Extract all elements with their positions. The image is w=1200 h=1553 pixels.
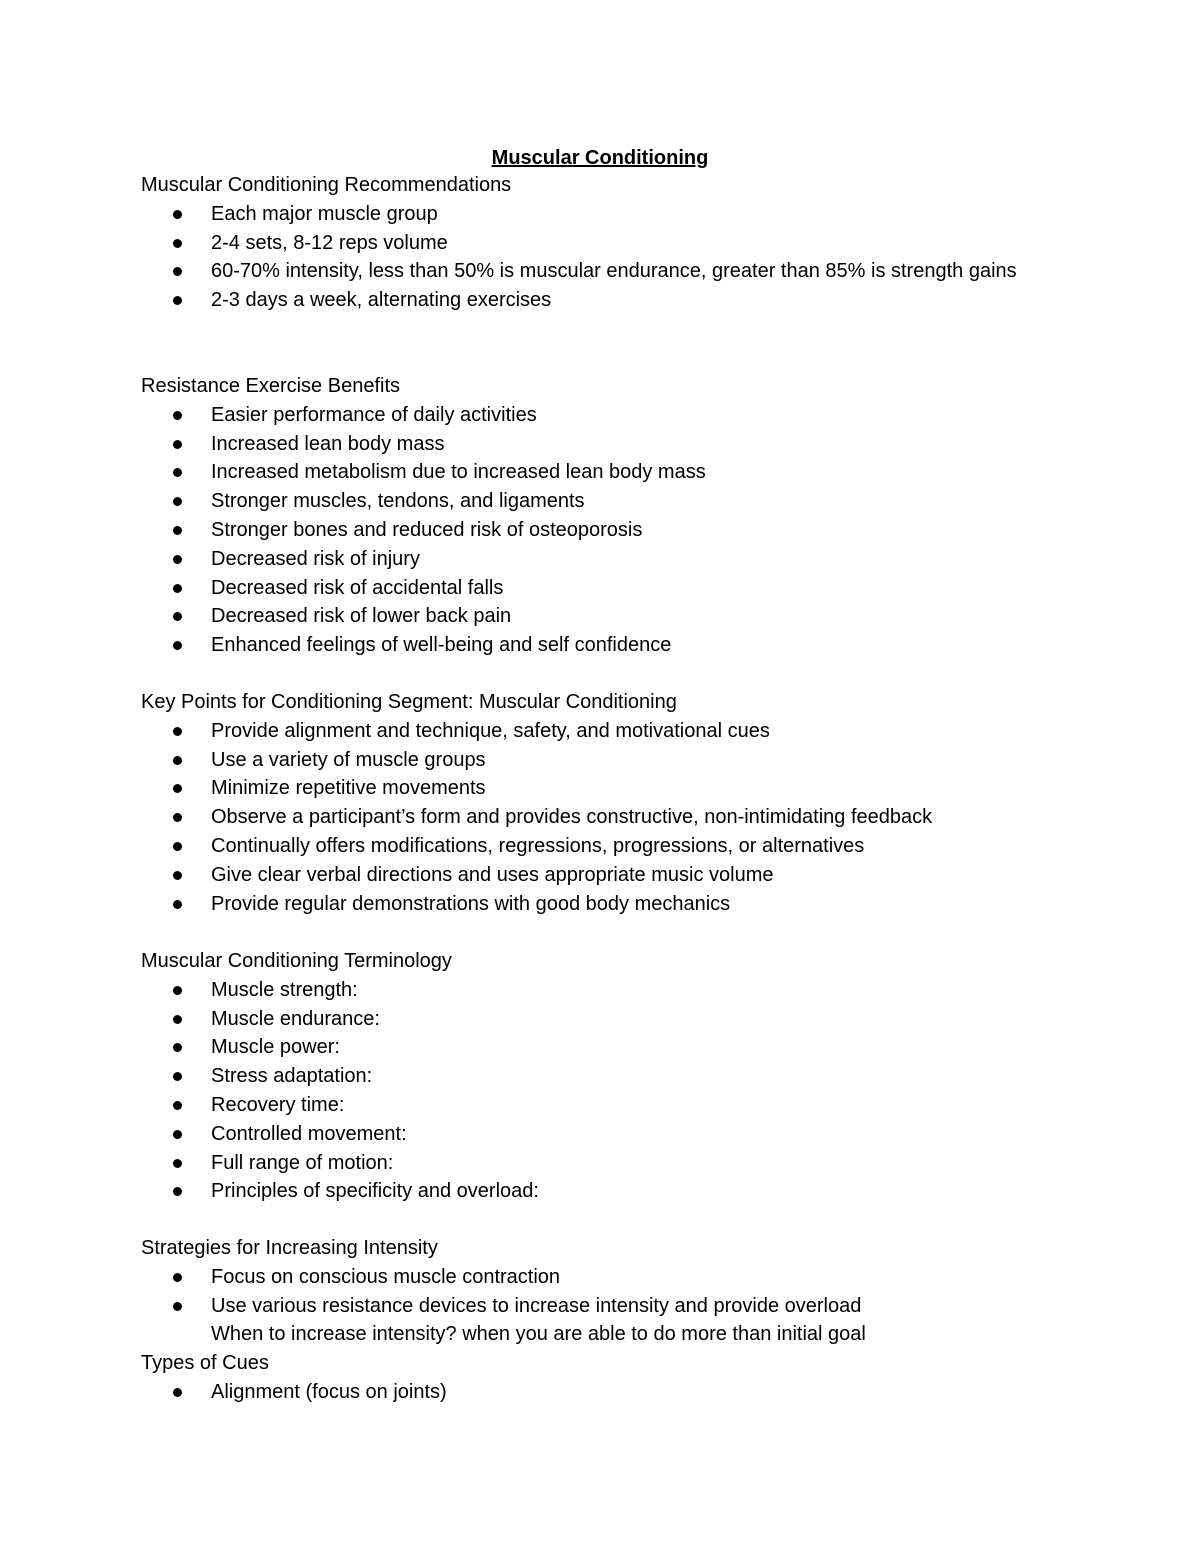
list-item-text: Full range of motion:	[211, 1151, 394, 1174]
section-recommendations	[141, 171, 1041, 315]
bullet-icon	[173, 440, 182, 449]
list-item-text: Muscle endurance:	[211, 1007, 380, 1030]
list-item	[141, 574, 1021, 603]
bullet-icon	[173, 1043, 182, 1052]
list-item	[141, 200, 1021, 229]
list-item	[141, 602, 1021, 631]
bullet-icon	[173, 1273, 182, 1282]
bullet-list	[141, 401, 1041, 660]
list-item-text: Recovery time:	[211, 1093, 345, 1116]
bullet-icon	[173, 497, 182, 506]
bullet-icon	[173, 612, 182, 621]
list-item-text: 60-70% intensity, less than 50% is muscular endurance, greater than 85% is strength gains	[211, 260, 1017, 283]
section-heading: Muscular Conditioning Terminology	[141, 950, 452, 972]
list-item	[141, 717, 1021, 746]
list-item-text: Stronger bones and reduced risk of osteoporosis	[211, 518, 643, 541]
list-item	[141, 1378, 1021, 1407]
bullet-icon	[173, 1101, 182, 1110]
list-item	[141, 803, 1021, 832]
bullet-icon	[173, 1388, 182, 1397]
bullet-icon	[173, 986, 182, 995]
bullet-icon	[173, 727, 182, 736]
list-item	[141, 286, 1021, 315]
list-item-text: Decreased risk of injury	[211, 547, 420, 570]
list-item-text: Each major muscle group	[211, 202, 438, 225]
list-item	[141, 516, 1021, 545]
list-item	[141, 746, 1021, 775]
list-item	[141, 545, 1021, 574]
list-item-text: Principles of specificity and overload:	[211, 1180, 539, 1203]
bullet-icon	[173, 411, 182, 420]
list-item	[141, 257, 1021, 286]
bullet-icon	[173, 210, 182, 219]
section-heading: Types of Cues	[141, 1352, 269, 1374]
section-heading: Resistance Exercise Benefits	[141, 375, 401, 397]
list-item	[141, 1120, 1021, 1149]
section-heading: Strategies for Increasing Intensity	[141, 1237, 438, 1259]
bullet-icon	[173, 468, 182, 477]
bullet-icon	[173, 1187, 182, 1196]
bullet-icon	[173, 842, 182, 851]
list-item-text: Enhanced feelings of well-being and self confidence	[211, 634, 672, 657]
list-item-text: 2-4 sets, 8-12 reps volume	[211, 231, 448, 254]
section-heading: Key Points for Conditioning Segment: Muscular Conditioning	[141, 691, 677, 713]
section-benefits	[141, 372, 1041, 660]
list-item-text: Stronger muscles, tendons, and ligaments	[211, 490, 585, 513]
bullet-icon	[173, 1302, 182, 1311]
list-item	[141, 430, 1021, 459]
section-terminology	[141, 947, 1041, 1206]
list-item	[141, 1149, 1021, 1178]
bullet-icon	[173, 756, 182, 765]
bullet-list	[141, 1263, 1041, 1321]
bullet-list	[141, 1378, 1041, 1407]
section-heading: Muscular Conditioning Recommendations	[141, 174, 512, 196]
list-item-text: 2-3 days a week, alternating exercises	[211, 289, 552, 312]
list-item	[141, 1005, 1021, 1034]
list-item-text: Observe a participant’s form and provides constructive, non-intimidating feedback	[211, 806, 933, 829]
list-item-text: Use a variety of muscle groups	[211, 748, 486, 771]
list-item-text: Alignment (focus on joints)	[211, 1380, 447, 1403]
bullet-icon	[173, 1015, 182, 1024]
bullet-list	[141, 976, 1041, 1206]
bullet-icon	[173, 1159, 182, 1168]
list-item	[141, 458, 1021, 487]
list-item-text: Use various resistance devices to increase intensity and provide overload	[211, 1294, 862, 1317]
list-item-text: Continually offers modifications, regressions, progressions, or alternatives	[211, 834, 865, 857]
list-item-text: Increased lean body mass	[211, 432, 445, 455]
list-item-text: Stress adaptation:	[211, 1065, 373, 1088]
list-item	[141, 861, 1021, 890]
bullet-list	[141, 200, 1041, 315]
list-item	[141, 487, 1021, 516]
list-item	[141, 890, 1021, 919]
list-item-text: Give clear verbal directions and uses appropriate music volume	[211, 863, 774, 886]
list-item	[141, 1263, 1021, 1292]
list-item-text: Muscle power:	[211, 1036, 340, 1059]
list-item	[141, 229, 1021, 258]
list-item-text: Decreased risk of accidental falls	[211, 576, 504, 599]
list-item	[141, 832, 1021, 861]
list-item-text: Decreased risk of lower back pain	[211, 605, 512, 628]
list-item-text: Provide regular demonstrations with good body mechanics	[211, 892, 731, 915]
bullet-icon	[173, 296, 182, 305]
bullet-icon	[173, 267, 182, 276]
bullet-icon	[173, 1072, 182, 1081]
list-item-text: Focus on conscious muscle contraction	[211, 1265, 561, 1288]
list-item	[141, 1292, 1021, 1321]
section-strategies	[141, 1234, 1041, 1349]
bullet-icon	[173, 784, 182, 793]
bullet-icon	[173, 813, 182, 822]
bullet-icon	[173, 871, 182, 880]
bullet-icon	[173, 584, 182, 593]
bullet-icon	[173, 900, 182, 909]
document-title: Muscular Conditioning	[491, 147, 709, 169]
list-item	[141, 401, 1021, 430]
list-item	[141, 1091, 1021, 1120]
list-item	[141, 976, 1021, 1005]
list-item	[141, 631, 1021, 660]
list-item	[141, 1033, 1021, 1062]
bullet-list	[141, 717, 1041, 919]
list-item-text: Easier performance of daily activities	[211, 403, 537, 426]
list-item-text: Provide alignment and technique, safety, and motivational cues	[211, 719, 770, 742]
list-item-text: Minimize repetitive movements	[211, 777, 486, 800]
list-item	[141, 1062, 1021, 1091]
bullet-icon	[173, 641, 182, 650]
list-item	[141, 1177, 1021, 1206]
list-item	[141, 774, 1021, 803]
list-item-text: Muscle strength:	[211, 978, 358, 1001]
section-types-of-cues	[141, 1349, 1041, 1407]
section-key-points	[141, 688, 1041, 918]
list-item-text: Increased metabolism due to increased lean body mass	[211, 461, 706, 484]
intensity-note: When to increase intensity? when you are able to do more than initial goal	[211, 1323, 866, 1346]
bullet-icon	[173, 239, 182, 248]
list-item-text: Controlled movement:	[211, 1122, 407, 1145]
bullet-icon	[173, 555, 182, 564]
bullet-icon	[173, 1130, 182, 1139]
bullet-icon	[173, 526, 182, 535]
